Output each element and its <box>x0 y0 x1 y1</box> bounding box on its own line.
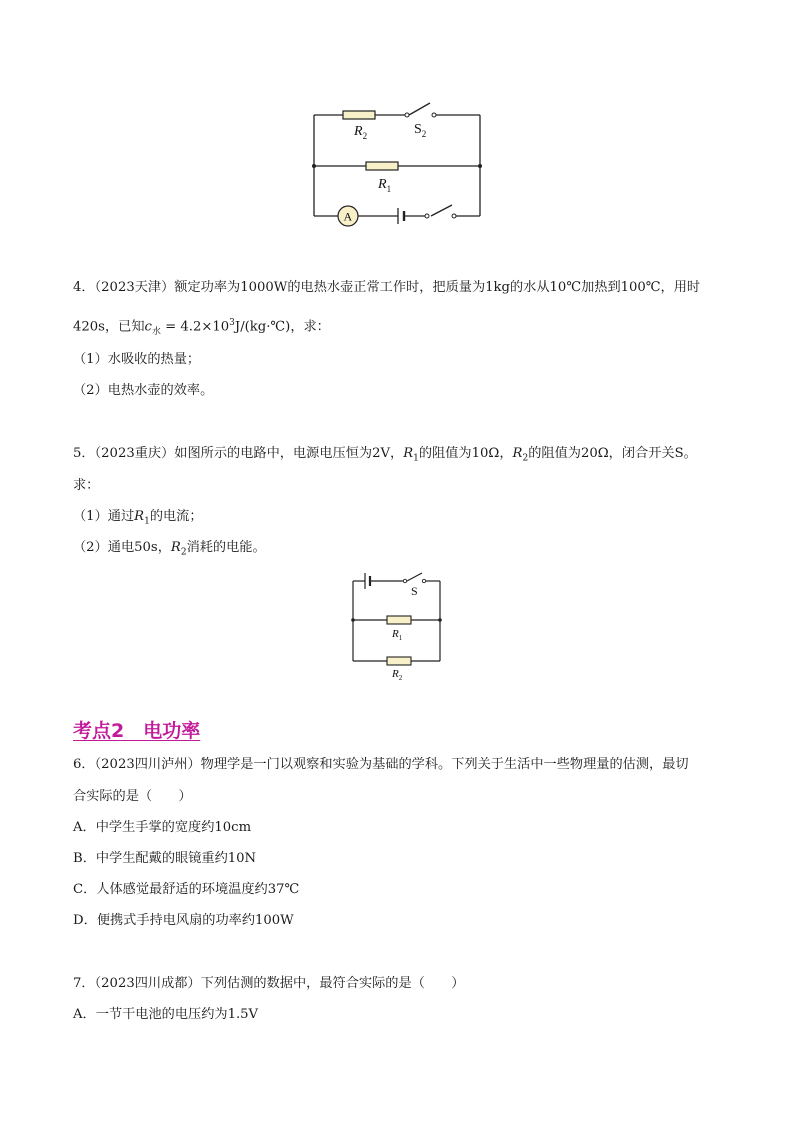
q5-sub2: （2）通电50s，$R_2$消耗的电能。 <box>73 540 266 558</box>
q6-line1: 6．（2023四川泸州）物理学是一门以观察和实验为基础的学科。下列关于生活中一些物理量的估测，最切 <box>73 757 689 772</box>
q6-option-a: A．中学生手掌的宽度约10cm <box>73 820 252 835</box>
label-r1: R <box>378 177 387 192</box>
q6-line2: 合实际的是（ ） <box>73 789 192 804</box>
q5-line1: 5．（2023重庆）如图所示的电路中，电源电压恒为2V，$R_1$的阻值为10Ω，$R_2$的阻值为20Ω，闭合开关S。 <box>73 446 697 464</box>
q4-line2: 420s，已知$c_水$ = $4.2\times 10^3J/(kg\cdot℃)$，求： <box>73 318 330 338</box>
label-s2: S <box>414 122 422 137</box>
q4-sub1: （1）水吸收的热量； <box>73 352 201 367</box>
resistor-r1 <box>366 162 398 170</box>
switch-s2-pivot <box>405 113 409 117</box>
q5-line2: 求： <box>73 478 100 493</box>
label-r2: R <box>392 668 399 680</box>
svg-text:R1: $R_1$ <box>392 628 403 642</box>
label-r2: R <box>354 124 363 139</box>
q4-sub2: （2）电热水壶的效率。 <box>73 383 214 398</box>
q7-line1: 7．（2023四川成都）下列估测的数据中，最符合实际的是（ ） <box>73 976 465 991</box>
label-r1: R <box>392 628 399 640</box>
circuit-figure-2 <box>345 568 450 683</box>
svg-text:R1: $R_1$ <box>378 177 392 194</box>
q7-option-a: A．一节干电池的电压约为1.5V <box>73 1007 259 1022</box>
svg-text:S2: $S_2$ <box>414 122 427 139</box>
resistor-r2 <box>343 111 375 119</box>
circuit-figure-1 <box>300 95 500 230</box>
q6-option-c: C．人体感觉最舒适的环境温度约37℃ <box>73 882 300 897</box>
label-s: S <box>411 584 418 598</box>
q4-line1: 4．（2023天津）额定功率为1000W的电热水壶正常工作时，把质量为1kg的水从10℃加热到100℃，用时 <box>73 280 701 295</box>
q6-option-b: B．中学生配戴的眼镜重约10N <box>73 851 257 866</box>
svg-text:R2: $R_2$ <box>392 668 403 682</box>
resistor-r1 <box>387 616 411 624</box>
q5-sub1: （1）通过$R_1$的电流； <box>73 509 203 527</box>
svg-text:R2: $R_2$ <box>354 124 368 141</box>
resistor-r2 <box>387 657 411 665</box>
ammeter-label: A <box>343 209 353 224</box>
section-heading: 考点2 电功率 <box>73 720 201 742</box>
q6-option-d: D．便携式手持电风扇的功率约100W <box>73 913 294 928</box>
